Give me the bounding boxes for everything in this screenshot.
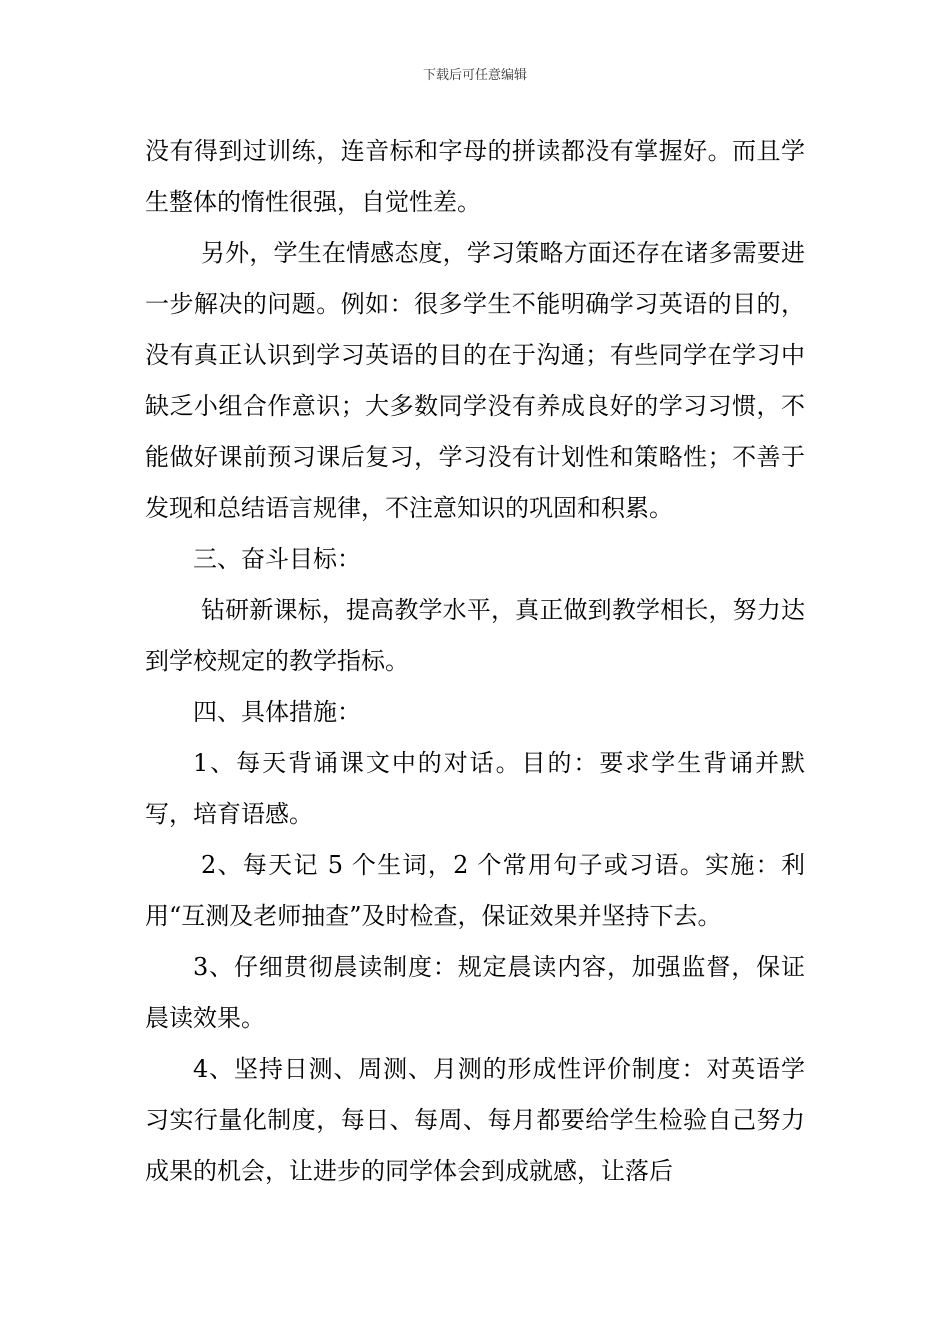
measure-item-3: 3、仔细贯彻晨读制度：规定晨读内容，加强监督，保证晨读效果。 <box>145 953 805 1032</box>
measure-item-4: 4、坚持日测、周测、月测的形成性评价制度：对英语学习实行量化制度，每日、每周、每月都要给学生检验自己努力成果的机会，让进步的同学体会到成就感，让落后 <box>145 1055 805 1185</box>
document-body <box>145 126 805 1197</box>
measure-item-2: 2、每天记 5 个生词，2 个常用句子或习语。实施：利用“互测及老师抽查”及时检查，保证效果并坚持下去。 <box>145 851 805 930</box>
paragraph-goals: 钻研新课标，提高教学水平，真正做到教学相长，努力达到学校规定的教学指标。 <box>145 596 805 675</box>
paragraph-continuation: 没有得到过训练，连音标和字母的拼读都没有掌握好。而且学生整体的惰性很强，自觉性差。 <box>145 137 805 216</box>
paragraph-student-issues: 另外，学生在情感态度，学习策略方面还存在诸多需要进一步解决的问题。例如：很多学生不能明确学习英语的目的，没有真正认识到学习英语的目的在于沟通；有些同学在学习中缺乏小组合作意识；大多数同学没有养成良好的学习习惯，不能做好课前预习课后复习，学习没有计划性和策略性；不善于发现和总结语言规律，不注意知识的巩固和积累。 <box>145 239 805 522</box>
section-heading-goals: 三、奋斗目标： <box>193 545 361 573</box>
page-header: 下载后可任意编辑 <box>422 68 527 83</box>
measure-item-1: 1、每天背诵课文中的对话。目的：要求学生背诵并默写，培育语感。 <box>145 749 805 828</box>
section-heading-measures: 四、具体措施： <box>193 698 361 726</box>
